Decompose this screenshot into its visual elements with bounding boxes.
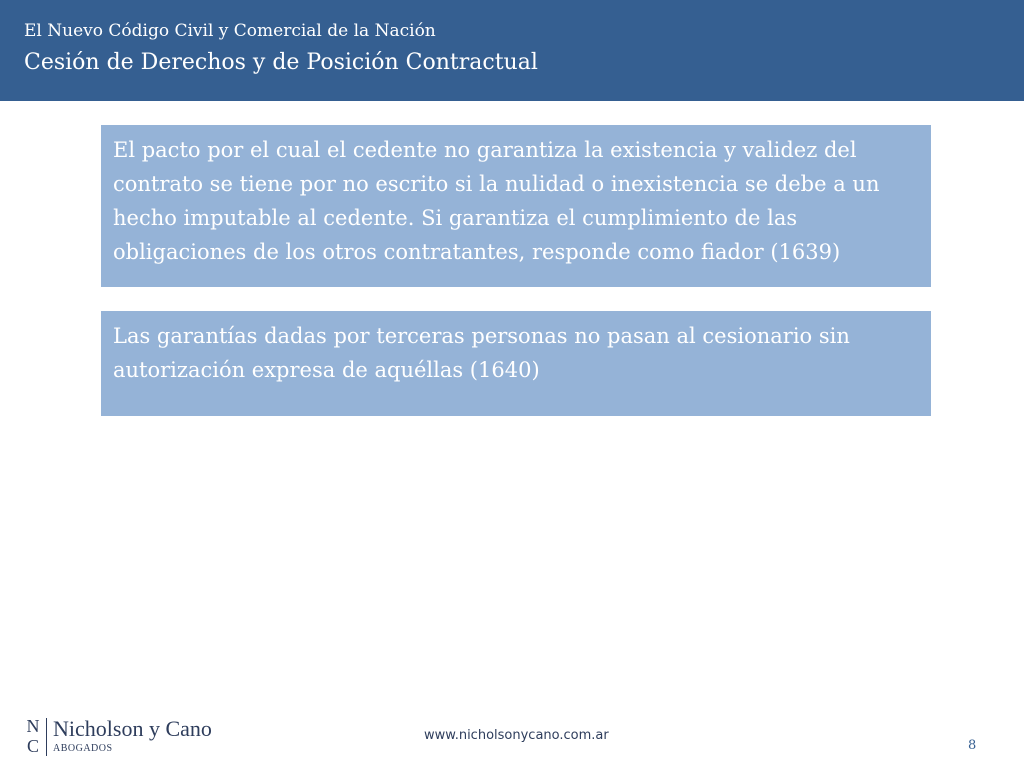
logo-firm-name: Nicholson y Cano — [53, 716, 212, 741]
box-line: autorización expresa de aquéllas (1640) — [113, 358, 540, 382]
box-line: Las garantías dadas por terceras personas no pasan al cesionario sin — [113, 324, 850, 348]
box-line: El pacto por el cual el cedente no garantiza la existencia y validez del — [113, 138, 857, 162]
logo-letter-n: N — [26, 716, 40, 736]
logo-monogram — [24, 716, 42, 756]
box-line: obligaciones de los otros contratantes, responde como fiador (1639) — [113, 240, 841, 264]
website-url: www.nicholsonycano.com.ar — [424, 728, 609, 743]
box-line: contrato se tiene por no escrito si la nulidad o inexistencia se debe a un — [113, 172, 880, 196]
slide-header — [0, 0, 1024, 101]
logo-divider — [46, 718, 47, 756]
slide-title: Cesión de Derechos y de Posición Contractual — [24, 50, 538, 75]
firm-logo — [24, 716, 224, 760]
box-line: hecho imputable al cedente. Si garantiza el cumplimiento de las — [113, 206, 798, 230]
content-box-1639 — [101, 125, 931, 287]
content-box-1640 — [101, 311, 931, 416]
logo-subtitle: ABOGADOS — [53, 743, 113, 754]
logo-letter-c: C — [26, 736, 39, 756]
page-number: 8 — [968, 738, 977, 753]
header-subtitle: El Nuevo Código Civil y Comercial de la Nación — [24, 21, 436, 41]
